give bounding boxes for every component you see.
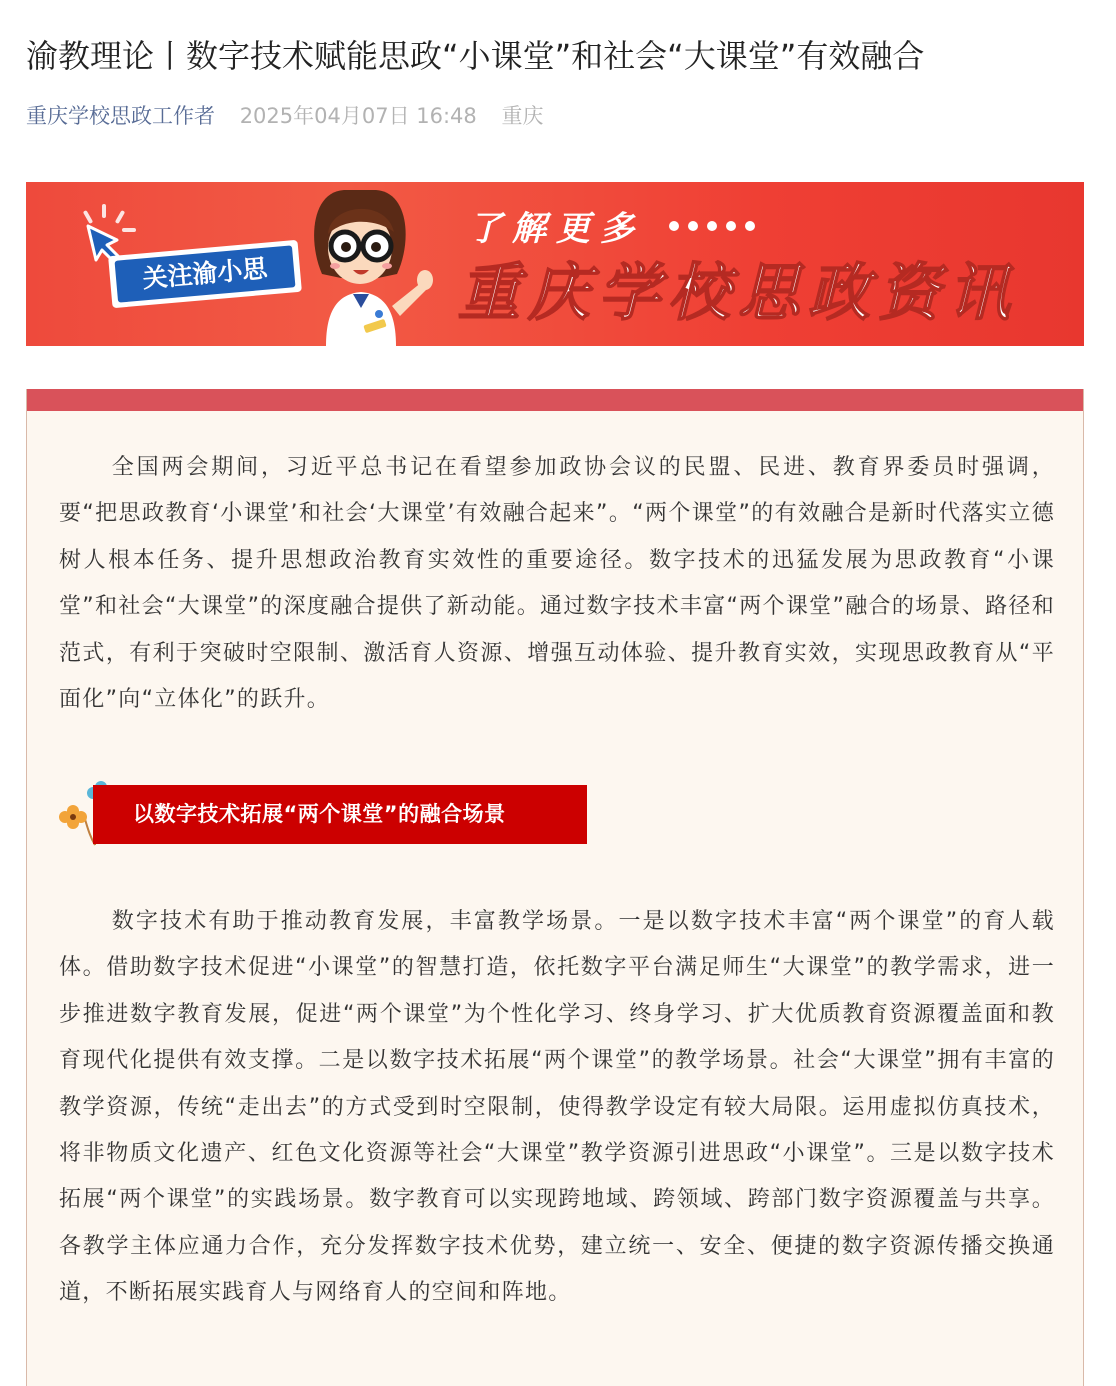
article-body bbox=[26, 389, 1084, 1386]
promo-banner[interactable] bbox=[26, 182, 1084, 346]
publish-date: 2025年04月07日 16:48 bbox=[239, 104, 477, 128]
follow-tag bbox=[108, 240, 302, 308]
section-heading: 以数字技术拓展“两个课堂”的融合场景 bbox=[93, 785, 587, 844]
author-link[interactable]: 重庆学校思政工作者 bbox=[26, 104, 215, 128]
mascot-character bbox=[314, 190, 433, 346]
publish-location: 重庆 bbox=[501, 104, 544, 128]
follow-label: 关注渝小思 bbox=[141, 253, 269, 294]
article-meta bbox=[26, 100, 543, 132]
paragraph-scenes: 数字技术有助于推动教育发展，丰富教学场景。一是以数字技术丰富“两个课堂”的育人载体。借助数字技术促进“小课堂”的智慧打造，依托数字平台满足师生“大课堂”的教学需求，进一步推进数字教育发展，促进“两个课堂”为个性化学习、终身学习、扩大优质教育资源覆盖面和教育现代化提供有效支撑。二是以数字技术拓展“两个课堂”的教学场景。社会“大课堂”拥有丰富的教学资源，传统“走出去”的方式受到时空限制，使得教学设定有较大局限。运用虚拟仿真技术，将非物质文化遗产、红色文化资源等社会“大课堂”教学资源引进思政“小课堂”。三是以数字技术拓展“两个课堂”的实践场景。数字教育可以实现跨地域、跨领域、跨部门数字资源覆盖与共享。各教学主体应通力合作，充分发挥数字技术优势，建立统一、安全、便捷的数字资源传播交换通道，不断拓展实践育人与网络育人的空间和阵地。 bbox=[59, 909, 1055, 1306]
banner-headline: 重庆学校思政资讯 bbox=[458, 256, 1019, 329]
article-title: 渝教理论丨数字技术赋能思政“小课堂”和社会“大课堂”有效融合 bbox=[26, 37, 925, 75]
learn-more-label: 了解更多 bbox=[468, 209, 644, 249]
article-top-bar bbox=[27, 389, 1083, 411]
dots-decoration bbox=[669, 221, 755, 231]
paragraph-intro: 全国两会期间，习近平总书记在看望参加政协会议的民盟、民进、教育界委员时强调，要“把思政教育‘小课堂’和社会‘大课堂’有效融合起来”。“两个课堂”的有效融合是新时代落实立德树人根本任务、提升思想政治教育实效性的重要途径。数字技术的迅猛发展为思政教育“小课堂”和社会“大课堂”的深度融合提供了新动能。通过数字技术丰富“两个课堂”融合的场景、路径和范式，有利于突破时空限制、激活育人资源、增强互动体验、提升教育实效，实现思政教育从“平面化”向“立体化”的跃升。 bbox=[59, 455, 1055, 713]
section-heading-block bbox=[57, 773, 597, 847]
